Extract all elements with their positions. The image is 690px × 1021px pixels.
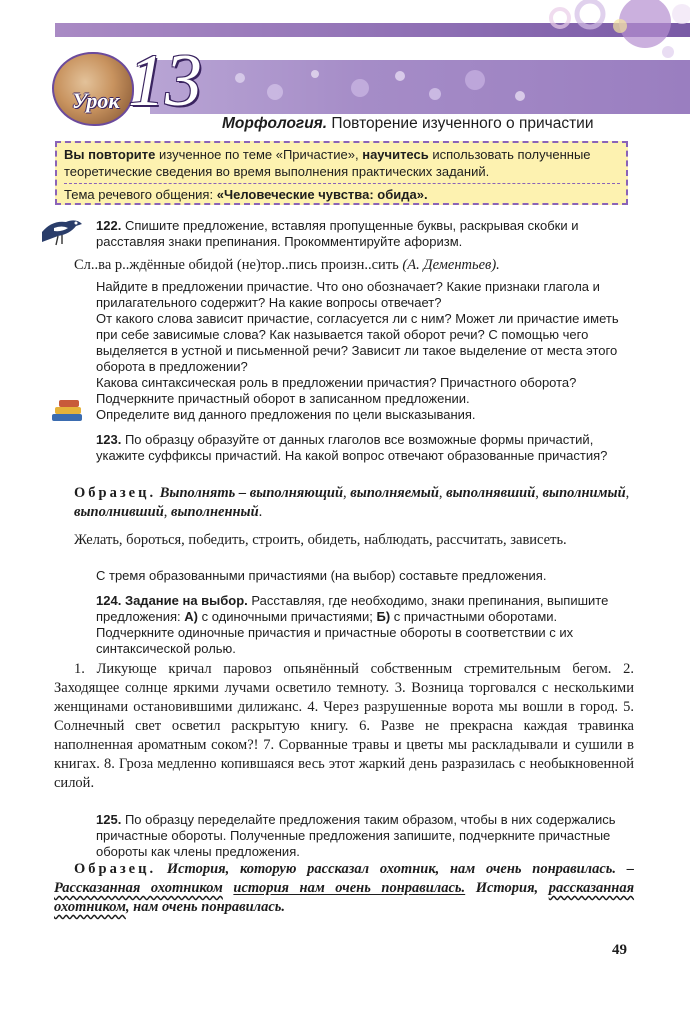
exercise-122-number: 122. — [96, 218, 122, 233]
goals-text-2: использовать полученные теоретические сведения во время выполнения практических заданий. — [64, 147, 591, 179]
participle-5 — [74, 504, 164, 520]
speech-theme — [64, 183, 620, 203]
exercise-124-task — [96, 593, 630, 657]
question-2: От какого слова зависит причастие, согласуется ли с ним? Может ли причастие иметь при себе зависимые слова? Как называется такой оборот речи? С помощью чего выделяется в устной и письменной речи? Зависит ли такое выделение от места этого оборота в предложении? — [96, 311, 619, 374]
page-number: 49 — [612, 942, 627, 958]
goals-bold-1: Вы повторите — [64, 147, 156, 162]
p4-ending: ый — [607, 485, 626, 501]
decorative-bubbles — [220, 62, 550, 114]
exercise-123-extra: С тремя образованными причастиями (на выбор) составьте предложения. — [96, 568, 547, 583]
exercise-124-sentences: 1. Ликующе кричал паровоз опьянённый собственным стремительным бегом. 2. Заходящее солнце яркими лучами осветило темноту. 3. Возница торговался с несколькими женщинами остановившими дилижанс. 4. Через разрушенные ворота мы вошли в город. 5. Солнечный свет осветил раскрытую книгу. 6. Разве не прекрасна каждая травинка наполненная ароматным соком?! 7. Сорванные травы и цветы мы раскладывали и сушили в книгах. 8. Гроза медленно копившаяся весь этот жаркий день разразилась с необыкновенной силой. — [54, 661, 634, 791]
p5-stem: выполни — [74, 504, 130, 520]
p4-stem: выполн — [542, 485, 590, 501]
lesson-word: Урок — [72, 88, 120, 113]
sample-result-1: история нам очень понравилась. — [233, 880, 466, 896]
exercise-124-title: Задание на выбор. — [124, 593, 248, 608]
exercise-124-text: Расставляя, где необходимо, знаки препинания, выпишите предложения: — [96, 593, 609, 624]
exercise-125-task — [96, 812, 630, 860]
sample-label-125: Образец. — [74, 861, 157, 877]
p3-ending: ий — [519, 485, 536, 501]
exercise-123-sample: Образец. Выполнять – выполняющий, выполняемый, выполнявший, выполнимый, выполнивший, выполненный. — [74, 485, 630, 520]
question-4: Определите вид данного предложения по цели высказывания. — [96, 407, 476, 422]
p2-ending: ый — [420, 485, 439, 501]
p6-stem: выполне — [171, 504, 225, 520]
exercise-124-number: 124. — [96, 593, 122, 608]
p2-stem: выполня — [350, 485, 405, 501]
option-b-label: Б) — [376, 609, 391, 624]
p3-suffix: вш — [500, 485, 520, 501]
decorative-circles — [470, 0, 690, 70]
exercise-122-questions — [96, 279, 630, 423]
exercise-123-task — [96, 432, 630, 464]
goals-text-1: изученное по теме «Причастие», — [159, 147, 359, 162]
exercise-123-text: По образцу образуйте от данных глаголов все возможные формы причастий, укажите суффиксы причастий. На какой вопрос отвечают образованные причастия? — [96, 432, 608, 463]
participle-1 — [250, 485, 343, 501]
exercise-122-text: Спишите предложение, вставляя пропущенные буквы, раскрывая скобки и расставляя знаки препинания. Прокомментируйте афоризм. — [96, 218, 579, 249]
sample-label: Образец. — [74, 485, 157, 501]
speech-theme-value: «Человеческие чувства: обида». — [216, 187, 428, 202]
question-3: Какова синтаксическая роль в предложении причастия? Причастного оборота? Подчеркните причастный оборот в записанном предложении. — [96, 375, 577, 406]
sample-participle-phrase-1: Рассказанная охотником — [54, 880, 223, 896]
participle-2 — [350, 485, 439, 501]
sample-result-2a: История, — [475, 880, 539, 896]
participle-3 — [446, 485, 535, 501]
p1-suffix: ющ — [304, 485, 327, 501]
page-title — [222, 115, 593, 133]
p1-ending: ий — [326, 485, 344, 501]
exercise-125-number: 125. — [96, 812, 122, 827]
p1-stem: выполня — [249, 485, 305, 501]
books-icon — [50, 398, 86, 424]
p2-suffix: ем — [404, 485, 421, 501]
p6-ending: ый — [240, 504, 259, 520]
topic-section: Морфология. — [222, 115, 328, 132]
exercise-123-number: 123. — [96, 432, 122, 447]
participle-6 — [171, 504, 259, 520]
sample-participle-phrase-2: рассказанная охотником — [54, 880, 635, 915]
p3-stem: выполня — [446, 485, 501, 501]
p4-suffix: им — [589, 485, 608, 501]
option-a-label: А) — [184, 609, 198, 624]
sample-dash: – — [235, 485, 250, 501]
sample-result-2c: , нам очень понравилась. — [125, 899, 286, 915]
p6-suffix: нн — [224, 504, 241, 520]
speech-theme-label: Тема речевого общения: — [64, 187, 214, 202]
sample-source: История, которую рассказал охотник, нам очень понравилась. – — [166, 861, 635, 877]
goals-text — [64, 146, 620, 180]
question-1: Найдите в предложении причастие. Что оно обозначает? Какие признаки глагола и прилагательного содержит? На какие вопросы отвечает? — [96, 279, 600, 310]
magpie-icon — [36, 212, 86, 246]
p5-ending: ий — [147, 504, 164, 520]
participle-4 — [543, 485, 626, 501]
aphorism-author: (А. Дементьев). — [402, 257, 500, 273]
aphorism: Сл..ва р..ждённые обидой (не)тор..пись произн..сить — [74, 257, 399, 273]
exercise-122-sentence — [74, 256, 634, 275]
lesson-number: 13 — [128, 40, 202, 122]
option-a-text: с одиночными причастиями; — [201, 609, 373, 624]
exercise-125-text: По образцу переделайте предложения таким образом, чтобы в них содержались причастные обороты. Полученные предложения запишите, подчеркните причастные обороты как члены предложения. — [96, 812, 616, 859]
goals-bold-2: научитесь — [362, 147, 429, 162]
sample-verb: Выполнять — [159, 485, 236, 501]
p5-suffix: вш — [129, 504, 148, 520]
exercise-123-verbs: Желать, бороться, победить, строить, обидеть, наблюдать, рассчитать, зависеть. — [74, 532, 567, 548]
topic-title: Повторение изученного о причастии — [331, 115, 594, 132]
option-b-text: с причастными оборотами. Подчеркните одиночные причастия и причастные обороты в соответствии с их синтаксической ролью. — [96, 609, 574, 656]
exercise-122-task — [96, 218, 630, 250]
exercise-125-sample — [54, 860, 634, 917]
